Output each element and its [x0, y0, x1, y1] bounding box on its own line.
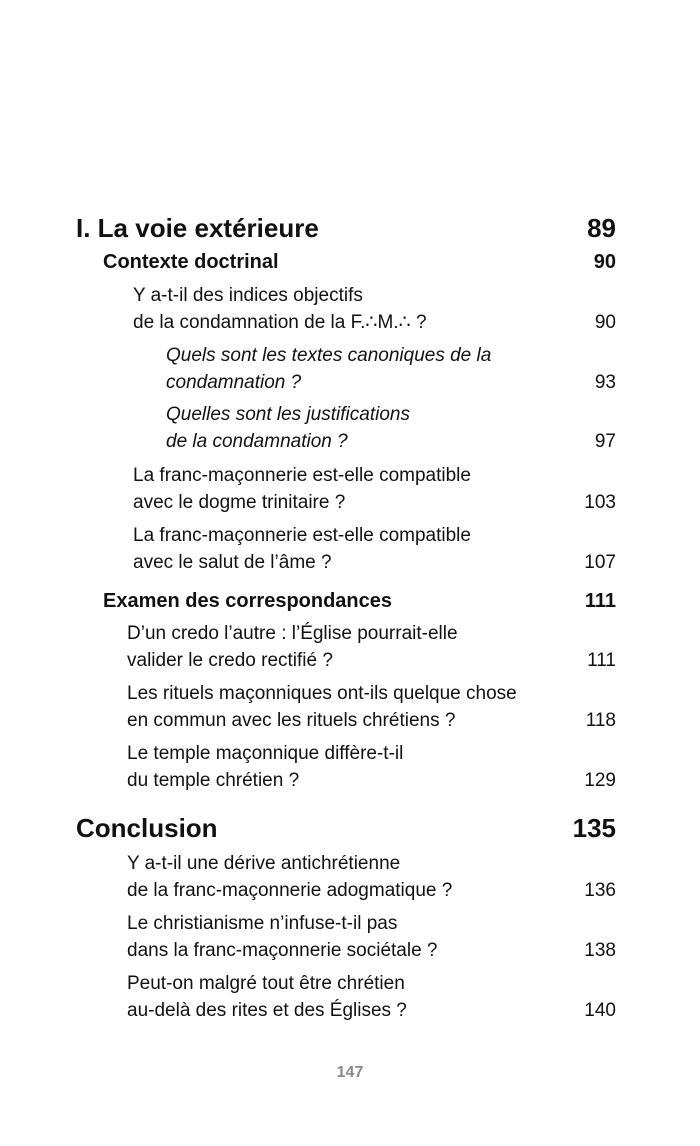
toc-entry-line: Peut-on malgré tout être chrétien [127, 973, 405, 994]
toc-entry-line: D’un credo l’autre : l’Église pourrait-elle [127, 623, 458, 644]
toc-entry-title [127, 620, 458, 674]
toc-subentry-title [166, 342, 491, 396]
toc-section-title: Contexte doctrinal [103, 251, 279, 273]
toc-page-number: 97 [594, 431, 616, 452]
toc-entry-title [127, 850, 452, 904]
toc-entry-line: Y a-t-il des indices objectifs [133, 285, 363, 306]
toc-entry-line: avec le dogme trinitaire ? [133, 492, 346, 513]
toc-page-number: 107 [584, 552, 616, 573]
toc-entry-title [133, 282, 427, 336]
toc-part-title: I. La voie extérieure [76, 213, 319, 243]
toc-entry-line: en commun avec les rituels chrétiens ? [127, 710, 456, 731]
toc-entry-line: de la condamnation de la F.∴M.∴ ? [133, 312, 427, 333]
toc-page-number: 140 [584, 1000, 616, 1021]
toc-entry-line: Y a-t-il une dérive antichrétienne [127, 853, 401, 874]
toc-entry-line: condamnation ? [166, 372, 302, 393]
toc-entry-line: au-delà des rites et des Églises ? [127, 1000, 407, 1021]
toc-entry-line: Le christianisme n’infuse-t-il pas [127, 913, 398, 934]
toc-page-number: 136 [584, 880, 616, 901]
toc-part-title: Conclusion [76, 813, 218, 843]
toc-entry-line: de la franc-maçonnerie adogmatique ? [127, 880, 453, 901]
toc-entry-line: dans la franc-maçonnerie sociétale ? [127, 940, 438, 961]
folio-page-number: 147 [336, 1064, 364, 1081]
toc-entry-title [127, 910, 438, 964]
toc-entry-line: Le temple maçonnique diffère-t-il [127, 743, 404, 764]
toc-page-number: 90 [594, 312, 616, 333]
toc-entry-line: Quels sont les textes canoniques de la [166, 345, 492, 366]
toc-entry-line: La franc-maçonnerie est-elle compatible [133, 525, 471, 546]
toc-page-number: 103 [584, 492, 616, 513]
toc-entry-title [127, 680, 517, 734]
toc-page-number: 93 [594, 372, 616, 393]
toc-entry-title [133, 462, 471, 516]
toc-entry-line: du temple chrétien ? [127, 770, 300, 791]
toc-subentry-title [166, 401, 410, 455]
toc-entry-line: avec le salut de l’âme ? [133, 552, 332, 573]
toc-entry-title [127, 970, 407, 1024]
toc-entry-line: de la condamnation ? [166, 431, 348, 452]
toc-page-number: 129 [584, 770, 616, 791]
toc-page-number: 111 [587, 650, 616, 671]
toc-page-number: 138 [584, 940, 616, 961]
toc-page-number: 111 [584, 590, 616, 612]
toc-page-number: 90 [593, 251, 616, 273]
toc-entry-title [127, 740, 403, 794]
toc-entry-line: La franc-maçonnerie est-elle compatible [133, 465, 471, 486]
toc-entry-title [133, 522, 471, 576]
toc-entry-line: Les rituels maçonniques ont-ils quelque chose [127, 683, 517, 704]
toc-page-number: 89 [587, 213, 616, 243]
toc-entry-line: valider le credo rectifié ? [127, 650, 333, 671]
toc-entry-line: Quelles sont les justifications [166, 404, 410, 425]
toc-section-title: Examen des correspondances [103, 590, 393, 612]
toc-page-number: 118 [585, 710, 616, 731]
toc-page-number: 135 [572, 813, 616, 843]
